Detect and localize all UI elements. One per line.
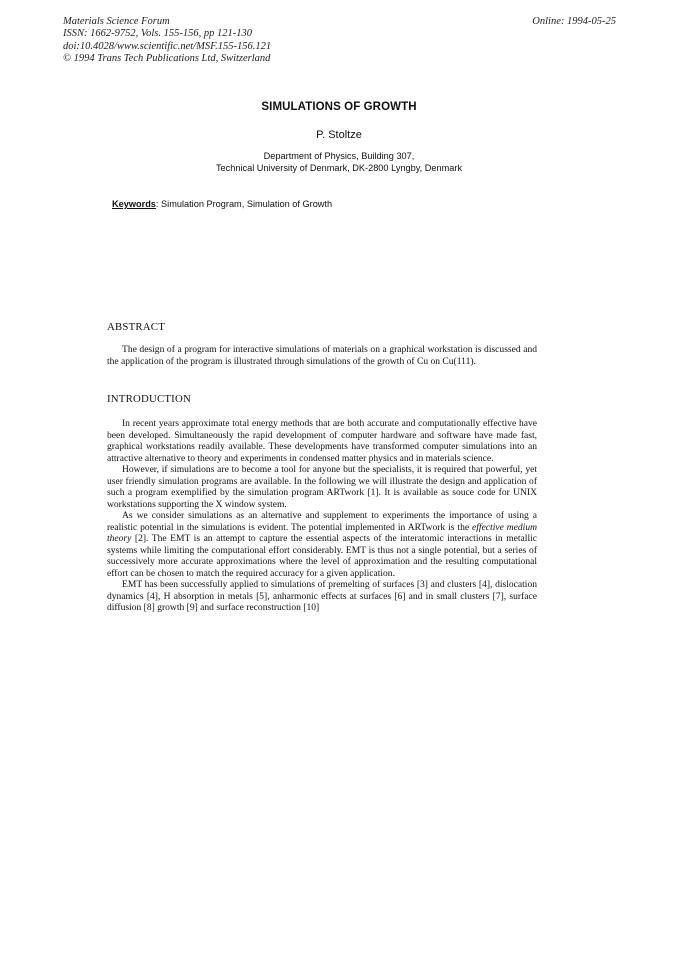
doi-line: doi:10.4028/www.scientific.net/MSF.155-156.121 (63, 40, 272, 52)
affiliation (0, 151, 678, 174)
keywords-separator: : (155, 199, 159, 209)
intro-paragraph-1: In recent years approximate total energy methods that are both accurate and computationally effective have been developed. Simultaneously the rapid development of computer hardware and software have made fast, graphical workstations readily available. These developments have transformed computer simulations into an attractive alternative to theory and experiments in condensed matter physics and in materials science. (107, 418, 537, 464)
keywords-text: Simulation Program, Simulation of Growth (158, 199, 333, 209)
keywords-label: Keywords (112, 199, 156, 209)
introduction-body (107, 418, 537, 614)
copyright-line: © 1994 Trans Tech Publications Ltd, Switzerland (63, 52, 271, 64)
intro-paragraph-3 (107, 510, 537, 579)
intro-paragraph-3-text-b: [2]. The EMT is an attempt to capture the essential aspects of the interatomic interactions in metallic systems while limiting the computational effort considerably. EMT is thus not a single potential, but a series of successively more accurate approximations where the level of approximation and the resulting computational effort can be chosen to match the required accuracy for a given application. (107, 533, 537, 579)
journal-header (63, 16, 271, 65)
emt-emphasis: effective medium theory (107, 521, 537, 544)
affiliation-line-2: Technical University of Denmark, DK-2800 Lyngby, Denmark (215, 162, 463, 173)
intro-paragraph-4: EMT has been successfully applied to simulations of premelting of surfaces [3] and clusters [4], dislocation dynamics [4], H absorption in metals [5], anharmonic effects at surfaces [6] and in small clusters [7], surface diffusion [8] growth [9] and surface reconstruction [10] (107, 579, 537, 613)
journal-name: Materials Science Forum (63, 16, 170, 27)
intro-paragraph-3-text-a: As we consider simulations as an alternative and supplement to experiments the importance of using a realistic potential in the simulations is evident. The potential implemented in ARTwork is the (107, 510, 537, 533)
intro-paragraph-2: However, if simulations are to become a tool for anyone but the specialists, it is required that powerful, yet user friendly simulation programs are available. In the following we will illustrate the design and application of such a program exemplified by the simulation program ARTwork [1]. It is available as souce code for UNIX workstations supporting the X window system. (107, 464, 537, 510)
keywords (112, 199, 332, 209)
introduction-heading: INTRODUCTION (107, 393, 191, 405)
online-date: Online: 1994-05-25 (532, 16, 616, 27)
affiliation-line-1: Department of Physics, Building 307, (263, 151, 415, 161)
paper-title: SIMULATIONS OF GROWTH (261, 101, 417, 113)
abstract-body (107, 344, 537, 367)
abstract-paragraph: The design of a program for interactive simulations of materials on a graphical workstation is discussed and the application of the program is illustrated through simulations of the growth of Cu on Cu(111). (107, 344, 537, 367)
author-name: P. Stoltze (316, 129, 362, 141)
abstract-heading: ABSTRACT (107, 321, 165, 333)
issn-line: ISSN: 1662-9752, Vols. 155-156, pp 121-130 (63, 28, 252, 40)
